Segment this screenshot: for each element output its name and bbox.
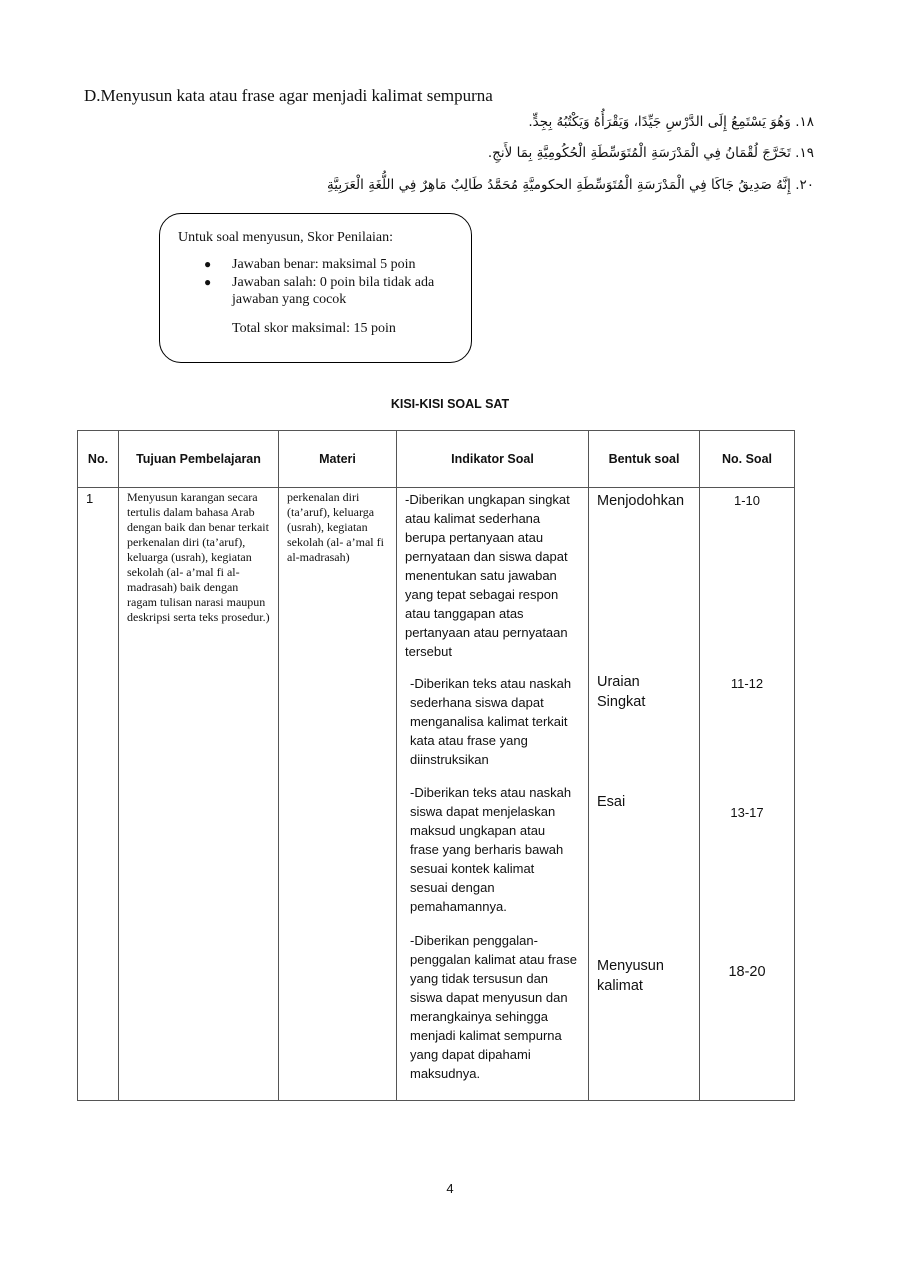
header-bentuk: Bentuk soal <box>589 431 700 488</box>
header-indikator: Indikator Soal <box>397 431 589 488</box>
header-no-soal: No. Soal <box>700 431 795 488</box>
materi-text: perkenalan diri (ta’aruf), keluarga (usrah), kegiatan sekolah (al- a’mal fi al-madrasah) <box>287 490 384 564</box>
table-title: KISI-KISI SOAL SAT <box>390 397 510 411</box>
score-total: Total skor maksimal: 15 poin <box>232 321 396 336</box>
row-number: 1 <box>86 491 94 506</box>
header-tujuan: Tujuan Pembelajaran <box>119 431 279 488</box>
no-soal-item-3: 13-17 <box>730 805 764 820</box>
score-box <box>159 213 472 363</box>
cell-indikator <box>397 488 589 1101</box>
score-bullet-list <box>160 256 462 309</box>
page-number: 4 <box>446 1181 454 1196</box>
arabic-question-19: ١٩. تَخَرَّجَ لُقْمَانُ فِي الْمَدْرَسَةِ الْمُتَوَسِّطَةِ الْحُكُومِيَّةِ بِمَا لأَنجِ. <box>487 145 814 161</box>
no-soal-item-2: 11-12 <box>730 676 764 691</box>
no-soal-item-4: 18-20 <box>728 964 766 980</box>
tujuan-text: Menyusun karangan secara tertulis dalam bahasa Arab dengan baik dan benar terkait perkenalan diri (ta’aruf), keluarga (usrah), kegiatan sekolah (al- a’mal fi al-madrasah) baik dengan ragam tulisan narasi maupun deskripsi serta teks prosedur.) <box>127 490 270 624</box>
bentuk-item-3: Esai <box>597 794 626 810</box>
header-materi: Materi <box>279 431 397 488</box>
cell-no <box>78 488 119 1101</box>
score-bullet-text: Jawaban salah: 0 poin bila tidak ada jawaban yang cocok <box>232 275 435 307</box>
bullet-icon: ● <box>204 257 212 271</box>
indikator-item-4: -Diberikan penggalan-penggalan kalimat atau frase yang tidak tersusun dan siswa dapat menyusun dan merangkainya sehingga menjadi kalimat sempurna yang dapat dipahami maksudnya. <box>410 933 577 1081</box>
indikator-item-2: -Diberikan teks atau naskah sederhana siswa dapat menganalisa kalimat terkait kata atau frase yang diinstruksikan <box>410 676 572 767</box>
indikator-item-3: -Diberikan teks atau naskah siswa dapat menjelaskan maksud ungkapan atau frase yang berharis bawah sesuai kontek kalimat sesuai dengan pemahamannya. <box>410 785 572 914</box>
bullet-icon: ● <box>204 275 212 289</box>
header-no: No. <box>78 431 119 488</box>
cell-materi <box>279 488 397 1101</box>
cell-bentuk <box>589 488 700 1101</box>
score-bullet-item <box>204 274 462 308</box>
bentuk-item-2: Uraian Singkat <box>597 674 646 710</box>
bentuk-item-1: Menjodohkan <box>597 493 685 509</box>
score-bullet-text: Jawaban benar: maksimal 5 poin <box>232 257 416 272</box>
no-soal-item-1: 1-10 <box>733 493 761 508</box>
cell-tujuan <box>119 488 279 1101</box>
score-box-title: Untuk soal menyusun, Skor Penilaian: <box>178 230 394 245</box>
score-bullet-item <box>204 256 462 273</box>
kisi-kisi-table <box>77 430 795 1101</box>
bentuk-item-4: Menyusun kalimat <box>597 958 664 994</box>
indikator-item-1: -Diberikan ungkapan singkat atau kalimat sederhana berupa pertanyaan atau pernyataan dan siswa dapat menentukan satu jawaban yang tepat sebagai respon atau tanggapan atas pertanyaan atau pernyataan tersebut <box>405 492 570 659</box>
arabic-question-20: ٢٠. إِنَّهُ صَدِيقُ جَاكَا فِي الْمَدْرَسَةِ الْمُتَوَسِّطَةِ الحكوميَّةِ مُحَمَّدُ طَالِبٌ مَاهِرٌ فِي اللُّغَةِ الْعَرَبِيَّةِ <box>327 177 814 193</box>
arabic-question-18: ١٨. وَهُوَ يَسْتَمِعُ إِلَى الدَّرْسِ جَيِّدًا، وَيَقْرَأُهُ وَيَكْتُبُهُ بِجِدٍّ. <box>528 114 814 130</box>
cell-no-soal <box>700 488 795 1101</box>
section-heading: D.Menyusun kata atau frase agar menjadi kalimat sempurna <box>84 86 493 105</box>
table-row <box>78 488 795 1101</box>
table-header-row <box>78 431 795 488</box>
